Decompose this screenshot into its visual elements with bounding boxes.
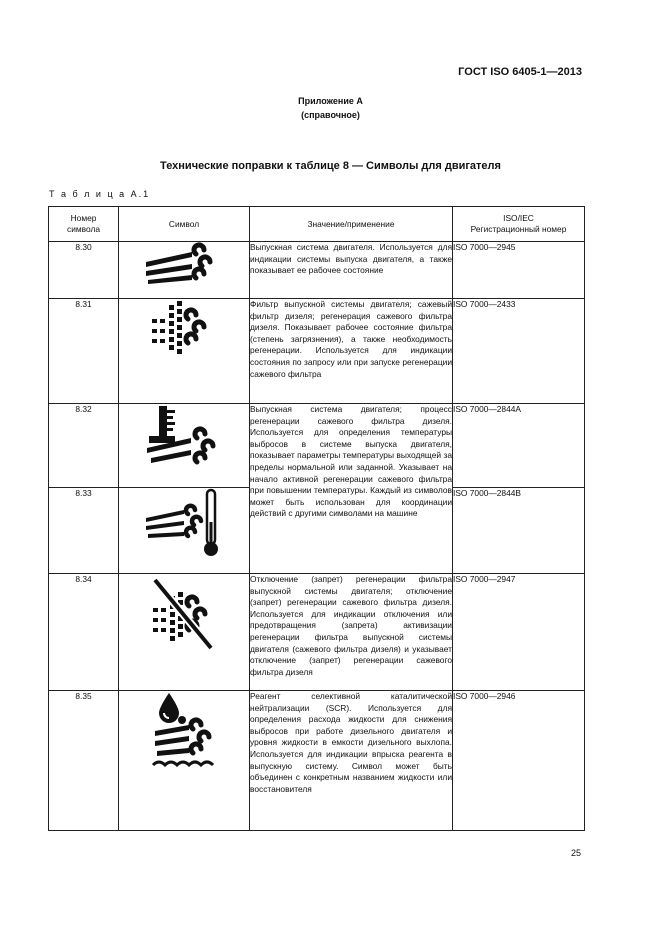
annex-title: Приложение А <box>298 96 363 106</box>
symbols-table <box>48 206 585 831</box>
annex-status: (справочное) <box>301 110 360 120</box>
table-row <box>49 299 585 404</box>
symbol-cell <box>119 488 250 574</box>
iso-number: ISO 7000—2946 <box>453 691 585 831</box>
meaning-cell: Отключение (запрет) регенерации фильтра выпускной системы двигателя; отключение (запрет) регенерации сажевого фильтра дизеля. Используется для индикации отключения или предотвращения (запрета) активизации регенерации фильтра выпускной системы двигателя (сажевого фильтра дизеля) и указывает отключение (запрет) регенерации сажевого фильтра дизеля <box>250 574 453 691</box>
table-row <box>49 691 585 831</box>
meaning-cell: Фильтр выпускной системы двигателя; сажевый фильтр дизеля; регенерация сажевого фильтра дизеля. Показывает рабочее состояние фильтра (степень загрязнения), а также необходимость регенерации. Используется для индикации состояния по запросу или при запуске регенерации сажевого фильтра <box>250 299 453 404</box>
particulate-filter-icon <box>152 299 216 355</box>
table-row <box>49 404 585 488</box>
filter-regeneration-inhibit-icon <box>151 574 217 654</box>
symbol-number: 8.35 <box>49 691 119 831</box>
exhaust-system-icon <box>144 242 224 286</box>
symbol-number: 8.32 <box>49 404 119 488</box>
column-header-symbol: Символ <box>119 207 250 242</box>
table-row <box>49 574 585 691</box>
symbol-cell <box>119 404 250 488</box>
symbol-number: 8.33 <box>49 488 119 574</box>
meaning-cell: Выпускная система двигателя; процесс регенерации сажевого фильтра дизеля. Используется для определения температуры выбросов в системе выпуска двигателя, показывает параметры температуры выходящей за пределы нормальной или заданной. Указывает на начало активной регенерации сажевого фильтра при повышении температуры. Каждый из символов может быть использован для координации действий с другими символами на машине <box>250 404 453 574</box>
iso-number: ISO 7000—2945 <box>453 242 585 299</box>
document-standard-header: ГОСТ ISO 6405-1—2013 <box>458 66 582 78</box>
column-header-number: Номер символа <box>49 207 119 242</box>
exhaust-high-temperature-icon <box>145 404 223 466</box>
column-header-iso <box>453 207 585 242</box>
section-title: Технические поправки к таблице 8 — Символы для двигателя <box>160 160 501 172</box>
symbol-number: 8.34 <box>49 574 119 691</box>
table-row <box>49 242 585 299</box>
symbol-number: 8.31 <box>49 299 119 404</box>
exhaust-thermometer-icon <box>144 488 224 558</box>
annex-heading <box>0 94 661 122</box>
iso-number: ISO 7000—2844A <box>453 404 585 488</box>
table-header-row <box>49 207 585 242</box>
symbol-number: 8.30 <box>49 242 119 299</box>
iso-number: ISO 7000—2844B <box>453 488 585 574</box>
iso-number: ISO 7000—2433 <box>453 299 585 404</box>
scr-reagent-icon <box>151 691 217 769</box>
meaning-cell: Выпускная система двигателя. Используется для индикации системы выпуска двигателя, а также показывает ее рабочее состояние <box>250 242 453 299</box>
symbol-cell <box>119 242 250 299</box>
page-number: 25 <box>570 848 581 858</box>
column-header-iso-line2: Регистрационный номер <box>470 224 567 234</box>
column-header-iso-line1: ISO/IEC <box>503 213 534 223</box>
meaning-cell: Реагент селективной каталитической нейтрализации (SCR). Используется для определения расхода жидкости для снижения выбросов при работе дизельного двигателя и уровня жидкости в емкости дизельного выхлопа. Используется для индикации впрыска реагента в выпускную систему. Символ может быть объединен с конкретным названием жидкости или восстановителя <box>250 691 453 831</box>
iso-number: ISO 7000—2947 <box>453 574 585 691</box>
symbol-cell <box>119 691 250 831</box>
symbol-cell <box>119 574 250 691</box>
column-header-meaning: Значение/применение <box>250 207 453 242</box>
table-label: Т а б л и ц а А.1 <box>49 189 151 199</box>
symbol-cell <box>119 299 250 404</box>
